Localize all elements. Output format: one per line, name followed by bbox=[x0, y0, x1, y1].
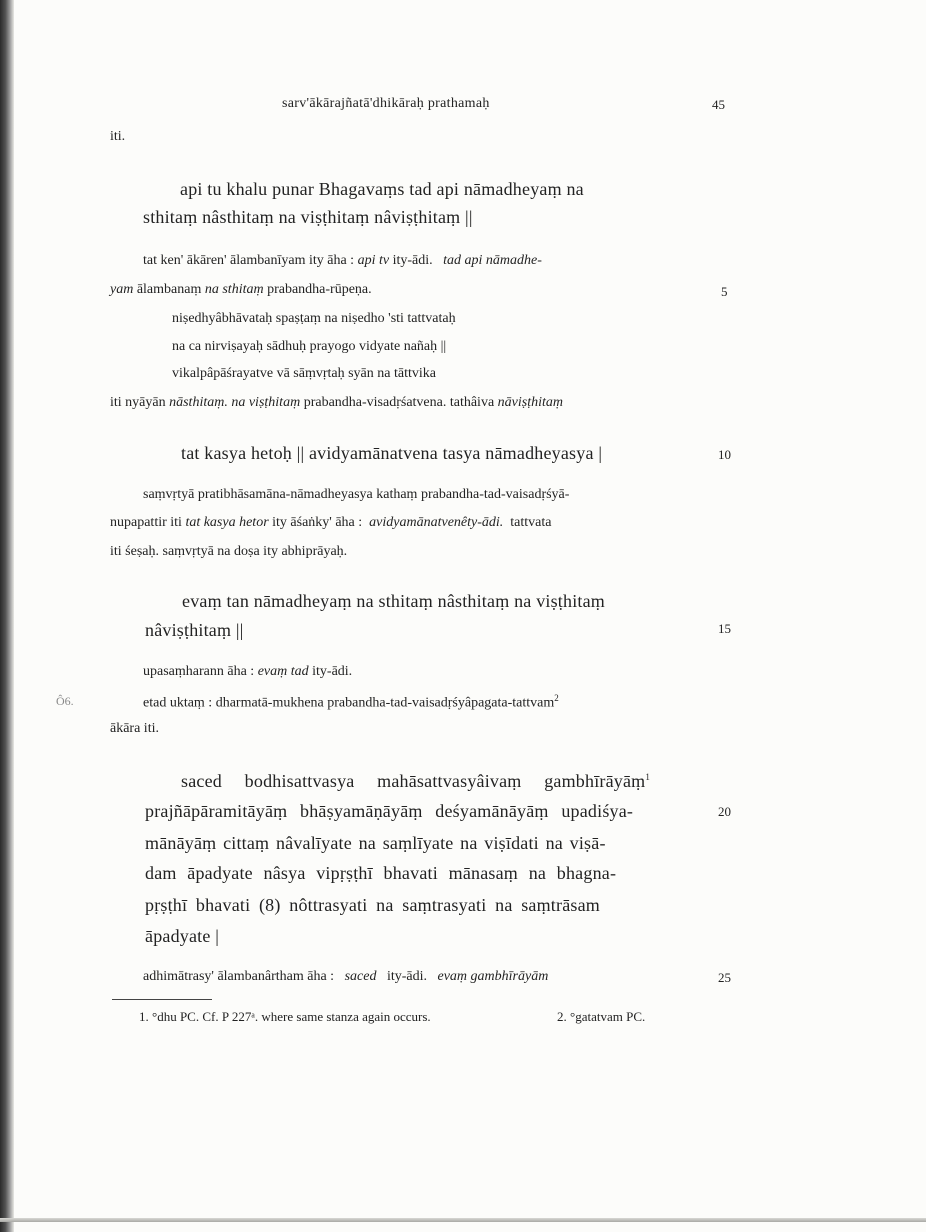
quote-italic: na sthitaṃ bbox=[204, 282, 264, 297]
commentary-line bbox=[143, 254, 542, 268]
verse-line: prajñāpāramitāyāṃ bhāṣyamāṇāyāṃ deśyamānāyāṃ upadiśya- bbox=[145, 801, 634, 821]
margin-pencil-note: Ô6. bbox=[56, 694, 74, 708]
quoted-verse-line: vikalpâpāśrayatve vā sāṃvṛtaḥ syān na tāttvika bbox=[172, 366, 436, 381]
commentary-line bbox=[110, 516, 551, 530]
verse-line: evaṃ tan nāmadheyaṃ na sthitaṃ nâsthitaṃ na viṣṭhitaṃ bbox=[182, 591, 605, 611]
quoted-verse-line: niṣedhyâbhāvataḥ spaṣṭaṃ na niṣedho 'sti tattvataḥ bbox=[172, 311, 456, 326]
line-number: 10 bbox=[718, 447, 731, 462]
commentary-text: prabandha-rūpeṇa. bbox=[267, 282, 372, 297]
commentary-text: ālambanaṃ bbox=[136, 282, 202, 297]
commentary-text: tat ken' ākāren' ālambanīyam ity āha : bbox=[143, 253, 355, 268]
commentary-line: iti śeṣaḥ. saṃvṛtyā na doṣa ity abhiprāyaḥ. bbox=[110, 544, 348, 559]
commentary-line: saṃvṛtyā pratibhāsamāna-nāmadheyasya kathaṃ prabandha-tad-vaisadṛśyā- bbox=[143, 487, 570, 502]
line-number: 20 bbox=[718, 804, 731, 819]
footnote-2: 2. °gatatvam PC. bbox=[557, 1009, 646, 1024]
quoted-verse-line: na ca nirviṣayaḥ sādhuḥ prayogo vidyate nañaḥ || bbox=[172, 339, 447, 354]
quote-italic: na viṣṭhitaṃ bbox=[231, 395, 301, 410]
commentary-line bbox=[143, 970, 548, 984]
commentary-text: ity-ādi. bbox=[392, 253, 433, 268]
commentary-line bbox=[110, 283, 372, 297]
quote-italic: tad api nāmadhe- bbox=[443, 253, 542, 268]
commentary-text: etad uktaṃ : dharmatā-mukhena prabandha-tad-vaisadṛśyâpagata-tattvam bbox=[143, 695, 555, 711]
verse-text: saced bodhisattvasya mahāsattvasyâivaṃ gambhīrāyāṃ bbox=[181, 771, 646, 791]
verse-line: mānāyāṃ cittaṃ nâvalīyate na saṃlīyate na viṣīdati na viṣā- bbox=[145, 833, 606, 853]
verse-line bbox=[181, 772, 650, 790]
commentary-text: ity āśaṅky' āha : bbox=[272, 515, 363, 530]
commentary-line: ākāra iti. bbox=[110, 721, 159, 736]
verse-line: nâviṣṭhitaṃ || bbox=[145, 620, 244, 640]
commentary-text: tattvata bbox=[510, 515, 552, 530]
commentary-text: prabandha-visadṛśatvena. tathâiva bbox=[303, 395, 495, 410]
running-header: sarv'ākārajñatā'dhikāraḥ prathamaḥ bbox=[282, 96, 490, 111]
quote-italic: saced bbox=[344, 969, 377, 984]
verse-line: sthitaṃ nâsthitaṃ na viṣṭhitaṃ nâviṣṭhitaṃ || bbox=[143, 207, 473, 227]
line-number: 5 bbox=[721, 284, 728, 299]
quote-italic: api tv bbox=[357, 253, 390, 268]
footnote-rule bbox=[112, 999, 212, 1000]
line-number: 25 bbox=[718, 970, 731, 985]
verse-line: dam āpadyate nâsya vipṛṣṭhī bhavati mānasaṃ na bhagna- bbox=[145, 863, 617, 883]
quote-italic: tat kasya hetor bbox=[185, 515, 269, 530]
verse-line: api tu khalu punar Bhagavaṃs tad api nāmadheyaṃ na bbox=[180, 179, 584, 199]
quote-italic: nāviṣṭhitaṃ bbox=[497, 395, 564, 410]
commentary-text: ity-ādi. bbox=[312, 664, 353, 679]
commentary-text: ity-ādi. bbox=[386, 969, 427, 984]
commentary-line bbox=[110, 396, 563, 410]
quote-italic: yam bbox=[110, 282, 134, 297]
quote-italic: evaṃ tad bbox=[257, 664, 309, 679]
commentary-text: nupapattir iti bbox=[110, 515, 182, 530]
footnote-ref: 2 bbox=[554, 693, 559, 703]
verse-line: āpadyate | bbox=[145, 926, 220, 946]
commentary-text: adhimātrasy' ālambanârtham āha : bbox=[143, 969, 335, 984]
bottom-edge bbox=[0, 1218, 926, 1222]
quote-italic: nāsthitaṃ. bbox=[169, 395, 228, 410]
commentary-text: iti nyāyān bbox=[110, 395, 166, 410]
binding-edge bbox=[0, 0, 14, 1232]
quote-italic: avidyamānatvenêty-ādi. bbox=[369, 515, 504, 530]
footnote-ref: 1 bbox=[645, 772, 651, 782]
page-number: 45 bbox=[712, 97, 725, 112]
quote-italic: evaṃ gambhīrāyām bbox=[437, 969, 549, 984]
verse-line: tat kasya hetoḥ || avidyamānatvena tasya nāmadheyasya | bbox=[181, 443, 603, 463]
line-number: 15 bbox=[718, 621, 731, 636]
text-line: iti. bbox=[110, 129, 126, 144]
commentary-line bbox=[143, 665, 352, 679]
footnote-1: 1. °dhu PC. Cf. P 227ᵃ. where same stanza again occurs. bbox=[139, 1009, 431, 1024]
verse-line: pṛṣṭhī bhavati (8) nôttrasyati na saṃtrasyati na saṃtrāsam bbox=[145, 895, 600, 915]
commentary-line bbox=[143, 694, 559, 711]
commentary-text: upasaṃharann āha : bbox=[143, 664, 255, 679]
